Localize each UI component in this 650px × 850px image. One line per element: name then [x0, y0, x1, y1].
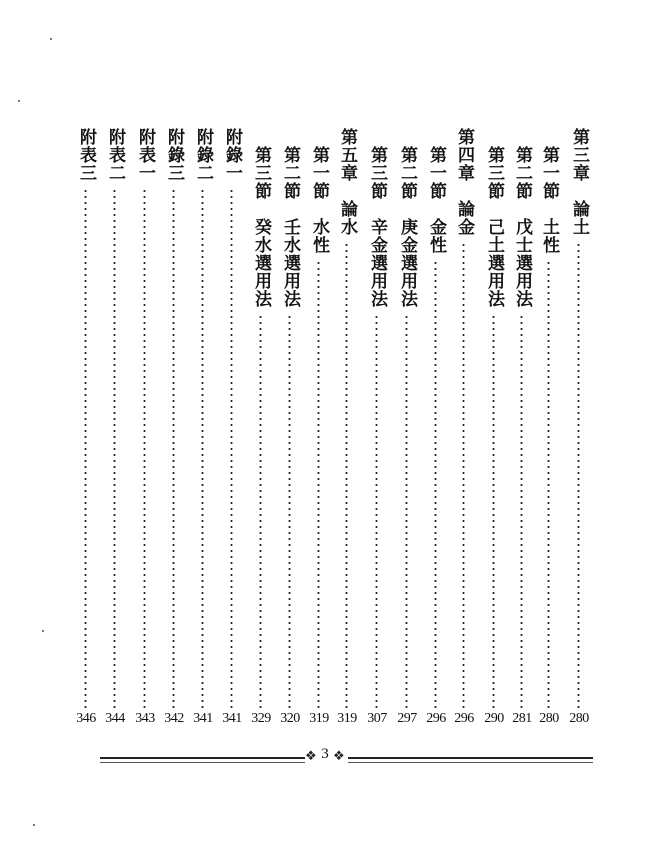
- toc-leader-dots: [405, 314, 408, 710]
- toc-page-number: 320: [280, 711, 300, 726]
- scan-speck: [50, 38, 52, 40]
- toc-leader-dots: [345, 242, 348, 710]
- toc-entry-label: 附表一: [135, 128, 155, 182]
- toc-entry: [305, 128, 333, 710]
- scan-speck: [33, 824, 35, 826]
- toc-leader-dots: [259, 314, 262, 710]
- toc-page-number: 329: [251, 711, 271, 726]
- toc-entry-label: 第二節 庚金選用法: [397, 146, 417, 308]
- footer-rule-right-lower: [348, 762, 593, 763]
- toc-entry: [450, 128, 478, 710]
- toc-entry-label: 第二節 壬水選用法: [280, 146, 300, 308]
- toc-leader-dots: [143, 188, 146, 710]
- toc-entry-label: 第三章 論土: [569, 128, 589, 236]
- toc-entry-label: 附表二: [105, 128, 125, 182]
- toc-leader-dots: [547, 260, 550, 710]
- toc-page-number: 341: [193, 711, 213, 726]
- toc-entry: [101, 128, 129, 710]
- toc-entry-label: 第一節 金性: [426, 146, 446, 254]
- toc-leader-dots: [113, 188, 116, 710]
- toc-page-number: 343: [135, 711, 155, 726]
- toc-page-number: 297: [397, 711, 417, 726]
- toc-entry-label: 第三節 辛金選用法: [367, 146, 387, 308]
- toc-leader-dots: [434, 260, 437, 710]
- toc-entry: [160, 128, 188, 710]
- toc-entry: [422, 128, 450, 710]
- toc-leader-dots: [317, 260, 320, 710]
- ornament-left-icon: ❖: [305, 749, 317, 764]
- toc-entry-label: 第二節 戊士選用法: [512, 146, 532, 308]
- toc-page-number: 341: [222, 711, 242, 726]
- toc-entry-label: 第一節 水性: [309, 146, 329, 254]
- scan-speck: [18, 100, 20, 102]
- toc-entry: [480, 128, 508, 710]
- toc-leader-dots: [462, 242, 465, 710]
- toc-entry-label: 第三節 己土選用法: [484, 146, 504, 308]
- page-number: 3: [321, 746, 329, 762]
- toc-entry: [189, 128, 217, 710]
- toc-leader-dots: [172, 188, 175, 710]
- toc-page-number: 280: [569, 711, 589, 726]
- footer-rule-left-lower: [100, 762, 305, 763]
- scan-speck: [42, 630, 44, 632]
- toc-leader-dots: [375, 314, 378, 710]
- toc-leader-dots: [520, 314, 523, 710]
- toc-page-number: 296: [454, 711, 474, 726]
- toc-page-number: 296: [426, 711, 446, 726]
- toc-entry: [333, 128, 361, 710]
- toc-page-number: 307: [367, 711, 387, 726]
- toc-entry: [393, 128, 421, 710]
- toc-page-number: 319: [337, 711, 357, 726]
- toc-entry: [508, 128, 536, 710]
- toc-page-number: 344: [105, 711, 125, 726]
- toc-entry: [218, 128, 246, 710]
- toc-leader-dots: [288, 314, 291, 710]
- toc-leader-dots: [577, 242, 580, 710]
- toc-entry-label: 第四章 論金: [454, 128, 474, 236]
- toc-entry-label: 附錄三: [164, 128, 184, 182]
- toc-leader-dots: [201, 188, 204, 710]
- toc-entry-label: 附錄一: [222, 128, 242, 182]
- toc-page-number: 290: [484, 711, 504, 726]
- toc-leader-dots: [230, 188, 233, 710]
- toc-page-number: 280: [539, 711, 559, 726]
- toc-entry: [72, 128, 100, 710]
- toc-page-number: 342: [164, 711, 184, 726]
- toc-page-number: 346: [76, 711, 96, 726]
- toc-entry-label: 第一節 土性: [539, 146, 559, 254]
- toc-page-number: 281: [512, 711, 532, 726]
- toc-page-number: 319: [309, 711, 329, 726]
- toc-entry-label: 附表三: [76, 128, 96, 182]
- toc-entry-label: 第三節 癸水選用法: [251, 146, 271, 308]
- toc-entry: [535, 128, 563, 710]
- toc-entry: [247, 128, 275, 710]
- toc-entry: [131, 128, 159, 710]
- ornament-right-icon: ❖: [333, 749, 345, 764]
- toc-entry: [363, 128, 391, 710]
- footer-rule-left: [100, 757, 305, 759]
- footer-rule-right: [348, 757, 593, 759]
- toc-entry-label: 第五章 論水: [337, 128, 357, 236]
- toc-entry: [276, 128, 304, 710]
- toc-entry: [565, 128, 593, 710]
- toc-leader-dots: [492, 314, 495, 710]
- toc-leader-dots: [84, 188, 87, 710]
- toc-entry-label: 附錄二: [193, 128, 213, 182]
